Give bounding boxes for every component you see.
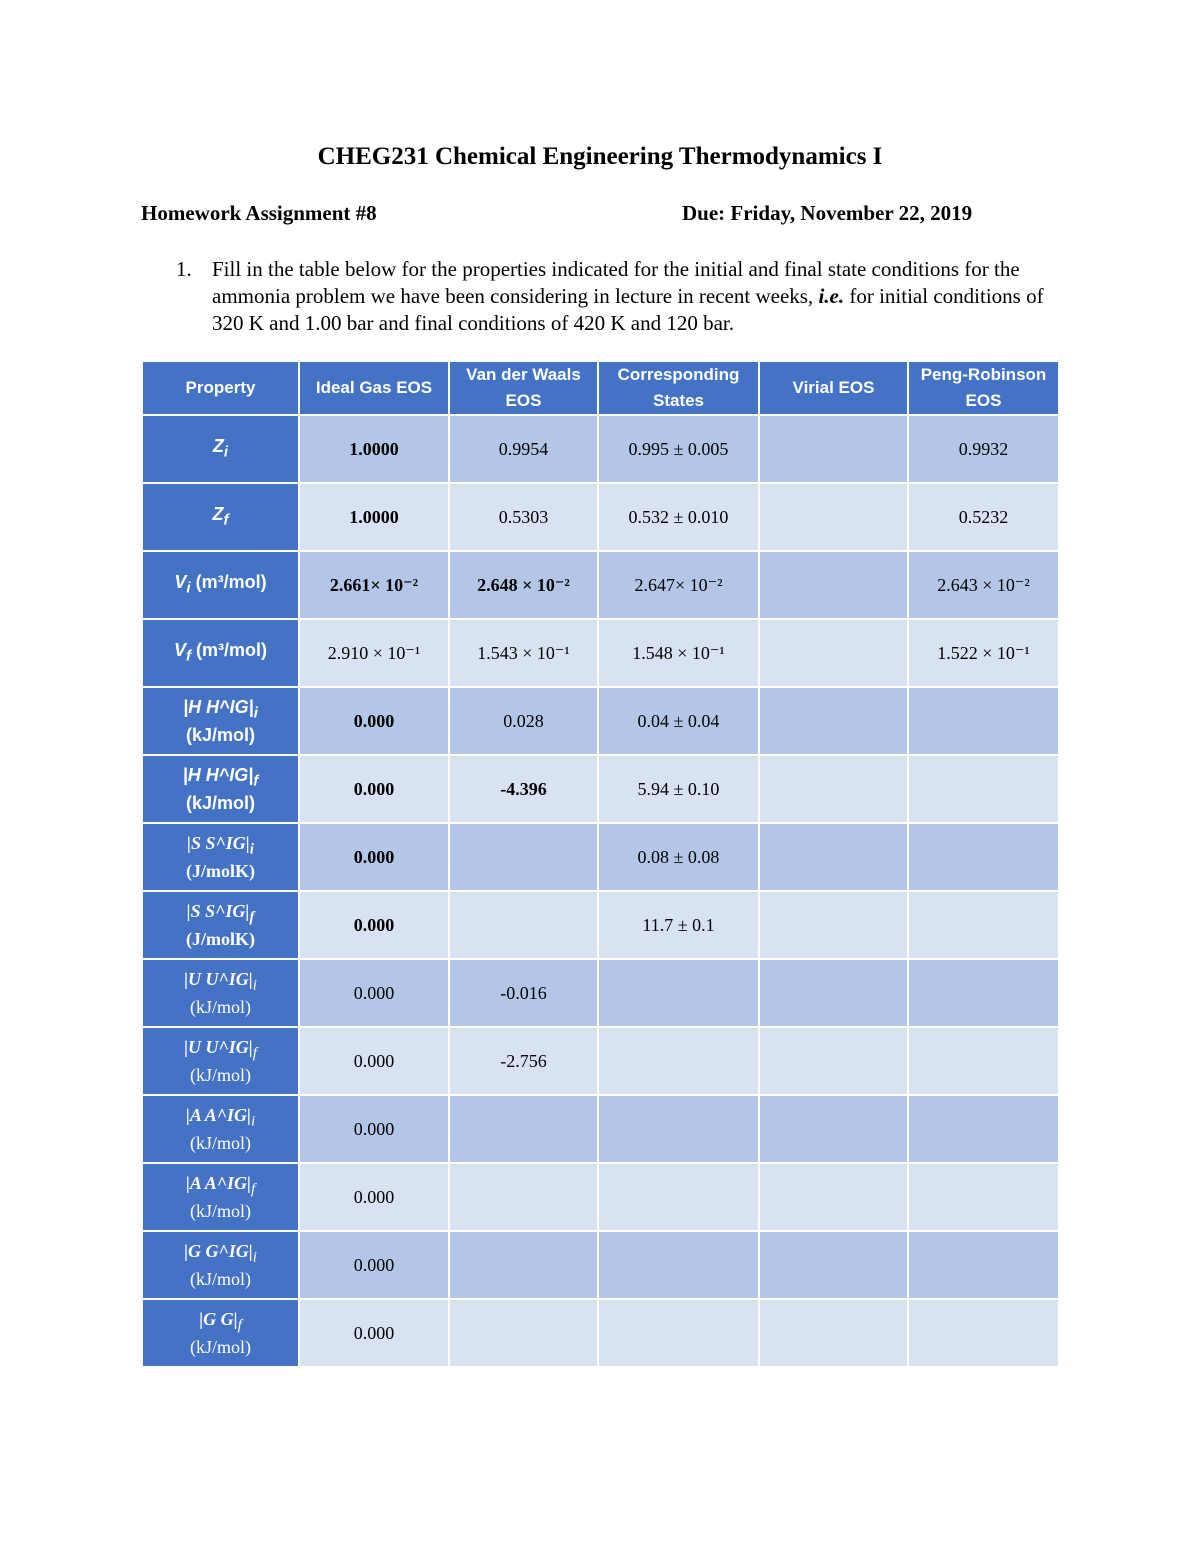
property-cell [142, 1299, 299, 1367]
table-cell: 0.000 [299, 1163, 449, 1231]
property-cell [142, 823, 299, 891]
table-cell: 1.543 × 10⁻¹ [449, 619, 598, 687]
table-row [142, 1299, 1059, 1367]
table-cell: -4.396 [449, 755, 598, 823]
table-cell [759, 1231, 908, 1299]
document-title: CHEG231 Chemical Engineering Thermodynamics I [317, 143, 883, 170]
header-virial: Virial EOS [759, 361, 908, 415]
property-subscript: i [249, 841, 254, 858]
table-cell [759, 891, 908, 959]
table-cell [449, 1095, 598, 1163]
property-cell [142, 551, 299, 619]
table-row [142, 415, 1059, 483]
table-cell [449, 1231, 598, 1299]
property-symbol: |U U^IG| [184, 1036, 253, 1057]
property-unit: (kJ/mol) [190, 1065, 251, 1086]
table-cell: 2.647× 10⁻² [598, 551, 759, 619]
table-cell [759, 619, 908, 687]
property-symbol: V [174, 571, 187, 592]
property-symbol: |S S^IG| [186, 900, 250, 921]
property-symbol: V [173, 639, 186, 660]
table-cell: 1.522 × 10⁻¹ [908, 619, 1059, 687]
table-cell [759, 551, 908, 619]
table-row [142, 687, 1059, 755]
table-cell: 0.5303 [449, 483, 598, 551]
table-cell: 0.000 [299, 1299, 449, 1367]
property-cell [142, 1231, 299, 1299]
table-cell [908, 1095, 1059, 1163]
property-unit: (kJ/mol) [190, 1201, 251, 1222]
property-symbol: |S S^IG| [187, 832, 250, 853]
table-cell [598, 1027, 759, 1095]
table-cell: 2.910 × 10⁻¹ [299, 619, 449, 687]
header-peng-robinson: Peng-Robinson EOS [908, 361, 1059, 415]
problem-text: Fill in the table below for the properties indicated for the initial and final state conditions for the ammonia problem we have been considering in lecture in recent weeks, i.e. for initial conditions of 320 K and 1.00 bar and final conditions of 420 K and 120 bar. [212, 257, 1044, 335]
property-subscript: f [250, 1181, 256, 1198]
property-symbol: |H H^IG| [183, 696, 254, 717]
property-symbol: |A A^IG| [185, 1172, 251, 1193]
due-date: Due: Friday, November 22, 2019 [682, 201, 973, 225]
property-cell [142, 959, 299, 1027]
table-row [142, 1095, 1059, 1163]
property-subscript: f [253, 772, 259, 790]
property-subscript: f [186, 647, 191, 665]
property-symbol: Z [212, 503, 224, 524]
table-cell [449, 1163, 598, 1231]
property-cell [142, 619, 299, 687]
table-cell [759, 823, 908, 891]
property-cell [142, 1027, 299, 1095]
property-subscript: i [186, 579, 191, 597]
table-cell: 5.94 ± 0.10 [598, 755, 759, 823]
property-cell [142, 1095, 299, 1163]
table-cell: 0.000 [299, 891, 449, 959]
property-cell [142, 755, 299, 823]
table-cell [759, 483, 908, 551]
property-cell [142, 687, 299, 755]
property-unit: (kJ/mol) [190, 1133, 251, 1154]
table-cell: 0.000 [299, 1095, 449, 1163]
table-cell [449, 823, 598, 891]
table-cell: 0.000 [299, 959, 449, 1027]
table-cell: 2.643 × 10⁻² [908, 551, 1059, 619]
table-cell [908, 687, 1059, 755]
property-subscript: i [250, 1113, 256, 1130]
table-cell: 1.0000 [299, 415, 449, 483]
table-cell: 2.648 × 10⁻² [449, 551, 598, 619]
property-unit: (m³/mol) [190, 571, 267, 592]
property-symbol: |G G| [199, 1308, 238, 1329]
problem-number: 1. [176, 257, 192, 281]
table-cell: 0.532 ± 0.010 [598, 483, 759, 551]
property-cell [142, 891, 299, 959]
property-symbol: |A A^IG| [185, 1104, 251, 1125]
table-row [142, 959, 1059, 1027]
property-symbol: |H H^IG| [182, 764, 254, 785]
property-cell [142, 483, 299, 551]
property-unit: (kJ/mol) [185, 725, 255, 746]
table-cell [759, 1163, 908, 1231]
table-cell: 0.08 ± 0.08 [598, 823, 759, 891]
property-subscript: i [252, 1249, 257, 1266]
table-cell [908, 1163, 1059, 1231]
table-header-row [142, 361, 1059, 415]
table-cell: 0.000 [299, 755, 449, 823]
table-cell: 1.548 × 10⁻¹ [598, 619, 759, 687]
property-symbol: Z [212, 435, 224, 456]
table-cell: 0.000 [299, 687, 449, 755]
table-row [142, 551, 1059, 619]
property-cell [142, 1163, 299, 1231]
table-row [142, 483, 1059, 551]
header-property: Property [142, 361, 299, 415]
property-subscript: f [237, 1317, 242, 1334]
property-subscript: f [223, 511, 229, 529]
problem-statement [176, 256, 1076, 337]
property-unit: (kJ/mol) [190, 997, 251, 1018]
property-unit: (kJ/mol) [190, 1269, 251, 1290]
table-cell: 0.000 [299, 1231, 449, 1299]
table-cell [908, 755, 1059, 823]
property-subscript: i [223, 443, 229, 461]
property-unit: (J/molK) [186, 861, 255, 882]
table-row [142, 755, 1059, 823]
property-subscript: i [252, 977, 257, 994]
property-symbol: |G G^IG| [184, 1240, 253, 1261]
table-cell [908, 823, 1059, 891]
property-unit: (kJ/mol) [185, 793, 255, 814]
property-unit: (m³/mol) [191, 639, 267, 660]
property-subscript: f [249, 909, 255, 926]
table-cell [759, 1299, 908, 1367]
header-corresponding-states: Corresponding States [598, 361, 759, 415]
property-subscript: f [252, 1045, 257, 1062]
table-cell: 1.0000 [299, 483, 449, 551]
table-cell [759, 415, 908, 483]
table-cell [598, 1299, 759, 1367]
table-cell [449, 1299, 598, 1367]
table-cell: 0.000 [299, 823, 449, 891]
properties-table [141, 360, 1060, 1368]
table-cell [759, 687, 908, 755]
table-cell: -2.756 [449, 1027, 598, 1095]
table-cell [908, 1299, 1059, 1367]
header-van-der-waals: Van der Waals EOS [449, 361, 598, 415]
table-row [142, 823, 1059, 891]
table-cell [908, 1027, 1059, 1095]
property-cell [142, 415, 299, 483]
table-cell [598, 1231, 759, 1299]
table-cell [908, 959, 1059, 1027]
table-row [142, 1027, 1059, 1095]
table-row [142, 1163, 1059, 1231]
header-ideal-gas: Ideal Gas EOS [299, 361, 449, 415]
table-cell: 0.04 ± 0.04 [598, 687, 759, 755]
property-symbol: |U U^IG| [184, 968, 253, 989]
table-cell [449, 891, 598, 959]
table-cell [598, 1095, 759, 1163]
property-unit: (J/molK) [186, 929, 255, 950]
table-cell: 0.995 ± 0.005 [598, 415, 759, 483]
table-cell [598, 1163, 759, 1231]
table-cell: -0.016 [449, 959, 598, 1027]
table-cell [759, 1027, 908, 1095]
table-row [142, 1231, 1059, 1299]
property-subscript: i [253, 704, 258, 722]
table-row [142, 891, 1059, 959]
table-cell [908, 1231, 1059, 1299]
table-cell: 0.028 [449, 687, 598, 755]
table-cell: 0.9932 [908, 415, 1059, 483]
table-cell [759, 1095, 908, 1163]
property-unit: (kJ/mol) [190, 1337, 251, 1358]
table-cell: 0.5232 [908, 483, 1059, 551]
table-row [142, 619, 1059, 687]
table-cell [759, 959, 908, 1027]
table-cell: 2.661× 10⁻² [299, 551, 449, 619]
table-cell: 0.9954 [449, 415, 598, 483]
table-cell [598, 959, 759, 1027]
assignment-label: Homework Assignment #8 [141, 201, 377, 225]
table-cell: 0.000 [299, 1027, 449, 1095]
table-cell: 11.7 ± 0.1 [598, 891, 759, 959]
table-cell [759, 755, 908, 823]
table-cell [908, 891, 1059, 959]
